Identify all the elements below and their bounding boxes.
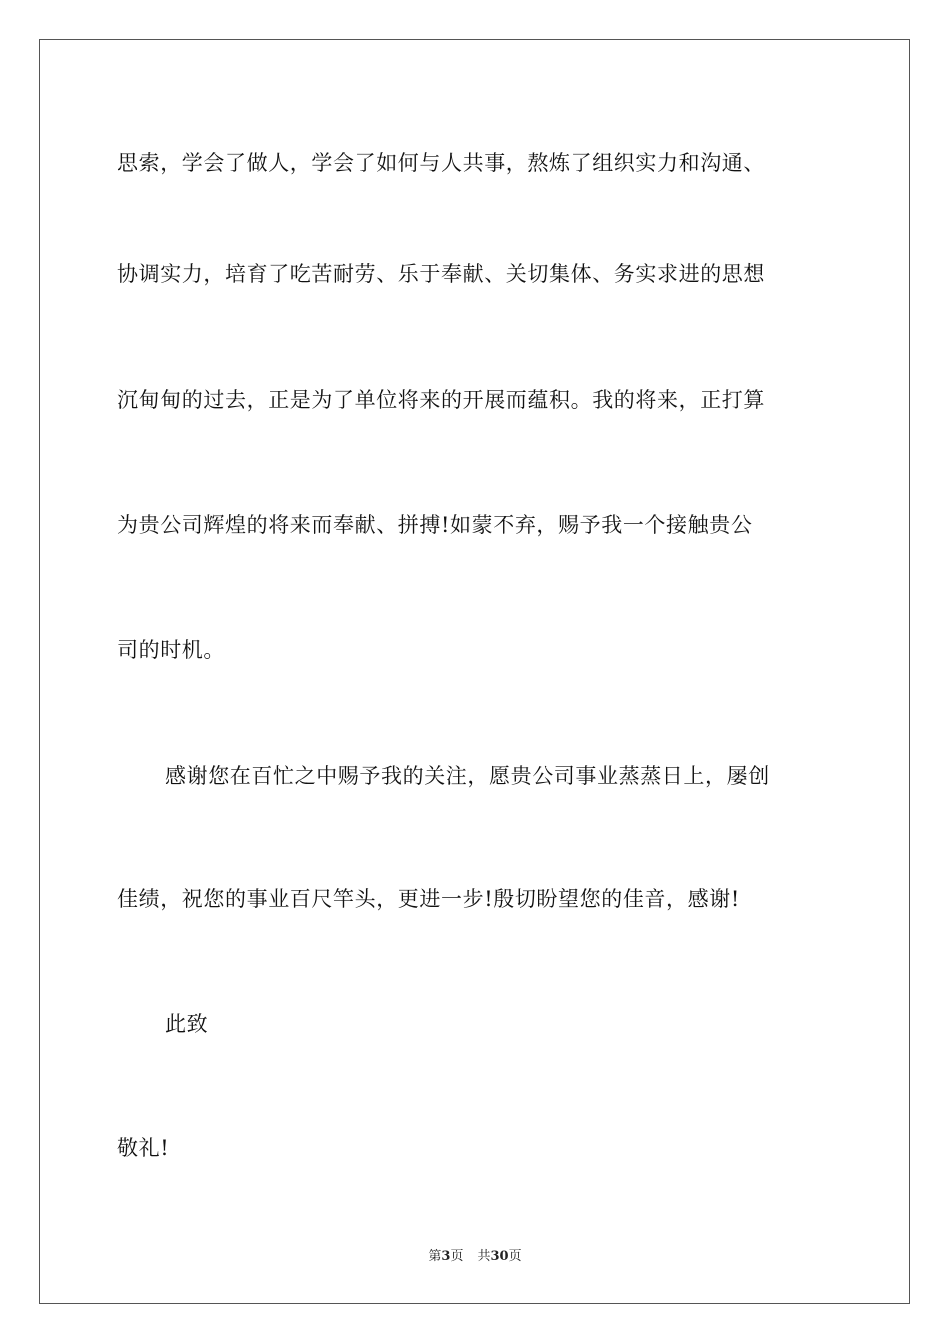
- footer-page-total: 30: [490, 1249, 509, 1264]
- paragraph-line: 沉甸甸的过去，正是为了单位将来的开展而蕴积。我的将来，正打算: [117, 388, 765, 412]
- footer-page-suffix: 页: [450, 1249, 464, 1264]
- page-footer: [0, 1248, 950, 1266]
- paragraph-line: 佳绩，祝您的事业百尺竿头，更进一步!殷切盼望您的佳音，感谢!: [117, 887, 740, 911]
- footer-page-current: 3: [441, 1249, 451, 1264]
- page-border: [39, 39, 910, 1304]
- closing-salutation: 此致: [165, 1012, 209, 1036]
- closing-regards: 敬礼!: [117, 1136, 170, 1160]
- footer-total-suffix: 页: [508, 1249, 522, 1264]
- footer-page-prefix: 第: [428, 1249, 442, 1264]
- paragraph-line: 为贵公司辉煌的将来而奉献、拼搏!如蒙不弃，赐予我一个接触贵公: [117, 513, 753, 537]
- paragraph-line: 思索，学会了做人，学会了如何与人共事，熬炼了组织实力和沟通、: [117, 151, 765, 175]
- paragraph-line: 协调实力，培育了吃苦耐劳、乐于奉献、关切集体、务实求进的思想: [117, 262, 765, 286]
- paragraph-line: 司的时机。: [117, 638, 225, 662]
- paragraph-line: 感谢您在百忙之中赐予我的关注，愿贵公司事业蒸蒸日上，屡创: [165, 764, 770, 788]
- footer-total-prefix: 共: [477, 1249, 491, 1264]
